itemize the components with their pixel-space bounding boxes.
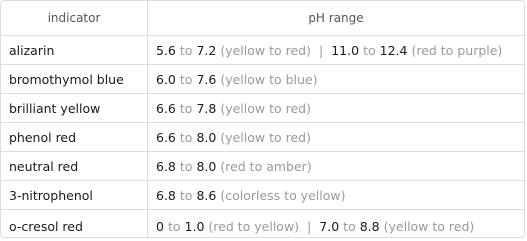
range-note: (yellow to red) xyxy=(383,219,475,234)
range-to: to xyxy=(179,158,193,174)
range-to: to xyxy=(179,100,193,116)
table-body xyxy=(1,36,524,238)
range-separator: | xyxy=(319,42,324,58)
range-separator: | xyxy=(307,219,312,234)
table-header-row xyxy=(1,1,524,36)
ph-range-cell xyxy=(148,123,524,151)
range-note: (yellow to blue) xyxy=(220,71,318,87)
range-low: 0 xyxy=(156,219,164,234)
indicator-name: neutral red xyxy=(1,152,148,180)
range-low: 6.8 xyxy=(156,158,176,174)
range-note: (yellow to red) xyxy=(220,100,311,116)
range-high: 8.0 xyxy=(196,158,217,174)
ph-range-cell xyxy=(148,181,524,209)
range-to: to xyxy=(179,129,193,145)
ph-range-cell xyxy=(148,65,524,93)
table-row xyxy=(1,152,524,181)
range-to: to xyxy=(363,42,376,58)
range-low: 6.6 xyxy=(156,129,176,145)
range-note: (yellow to red) xyxy=(220,129,311,145)
range-note: (red to purple) xyxy=(411,42,503,58)
range-low: 6.8 xyxy=(156,187,176,203)
range-to: to xyxy=(179,71,193,87)
table-row xyxy=(1,94,524,123)
range-high: 1.0 xyxy=(184,219,205,234)
header-ph-range: pH range xyxy=(148,1,524,35)
table-row xyxy=(1,123,524,152)
ph-range-cell xyxy=(148,94,524,122)
range-note: (red to yellow) xyxy=(208,219,300,234)
indicator-name: 3-nitrophenol xyxy=(1,181,148,209)
ph-range-cell xyxy=(148,210,524,238)
range-high: 12.4 xyxy=(379,42,408,58)
table-row xyxy=(1,65,524,94)
range-low: 11.0 xyxy=(331,42,360,58)
range-low: 7.0 xyxy=(319,219,340,234)
range-to: to xyxy=(167,219,181,234)
indicator-name: brilliant yellow xyxy=(1,94,148,122)
table-row xyxy=(1,36,524,65)
table-row xyxy=(1,210,524,238)
range-low: 6.6 xyxy=(156,100,176,116)
header-indicator: indicator xyxy=(1,1,148,35)
range-high: 8.0 xyxy=(196,129,217,145)
range-to: to xyxy=(179,42,193,58)
range-high: 7.2 xyxy=(196,42,217,58)
indicator-name: bromothymol blue xyxy=(1,65,148,93)
range-note: (red to amber) xyxy=(220,158,312,174)
ph-range-cell xyxy=(148,152,524,180)
range-low: 5.6 xyxy=(156,42,176,58)
range-high: 7.8 xyxy=(196,100,217,116)
range-note: (colorless to yellow) xyxy=(220,187,346,203)
indicator-name: alizarin xyxy=(1,36,148,64)
range-to: to xyxy=(179,187,193,203)
range-low: 6.0 xyxy=(156,71,176,87)
range-to: to xyxy=(343,219,356,234)
range-high: 7.6 xyxy=(196,71,217,87)
table-row xyxy=(1,181,524,210)
ph-range-cell xyxy=(148,36,524,64)
range-note: (yellow to red) xyxy=(220,42,311,58)
indicator-name: phenol red xyxy=(1,123,148,151)
range-high: 8.6 xyxy=(196,187,217,203)
indicator-name: o-cresol red xyxy=(1,210,148,238)
range-high: 8.8 xyxy=(359,219,380,234)
